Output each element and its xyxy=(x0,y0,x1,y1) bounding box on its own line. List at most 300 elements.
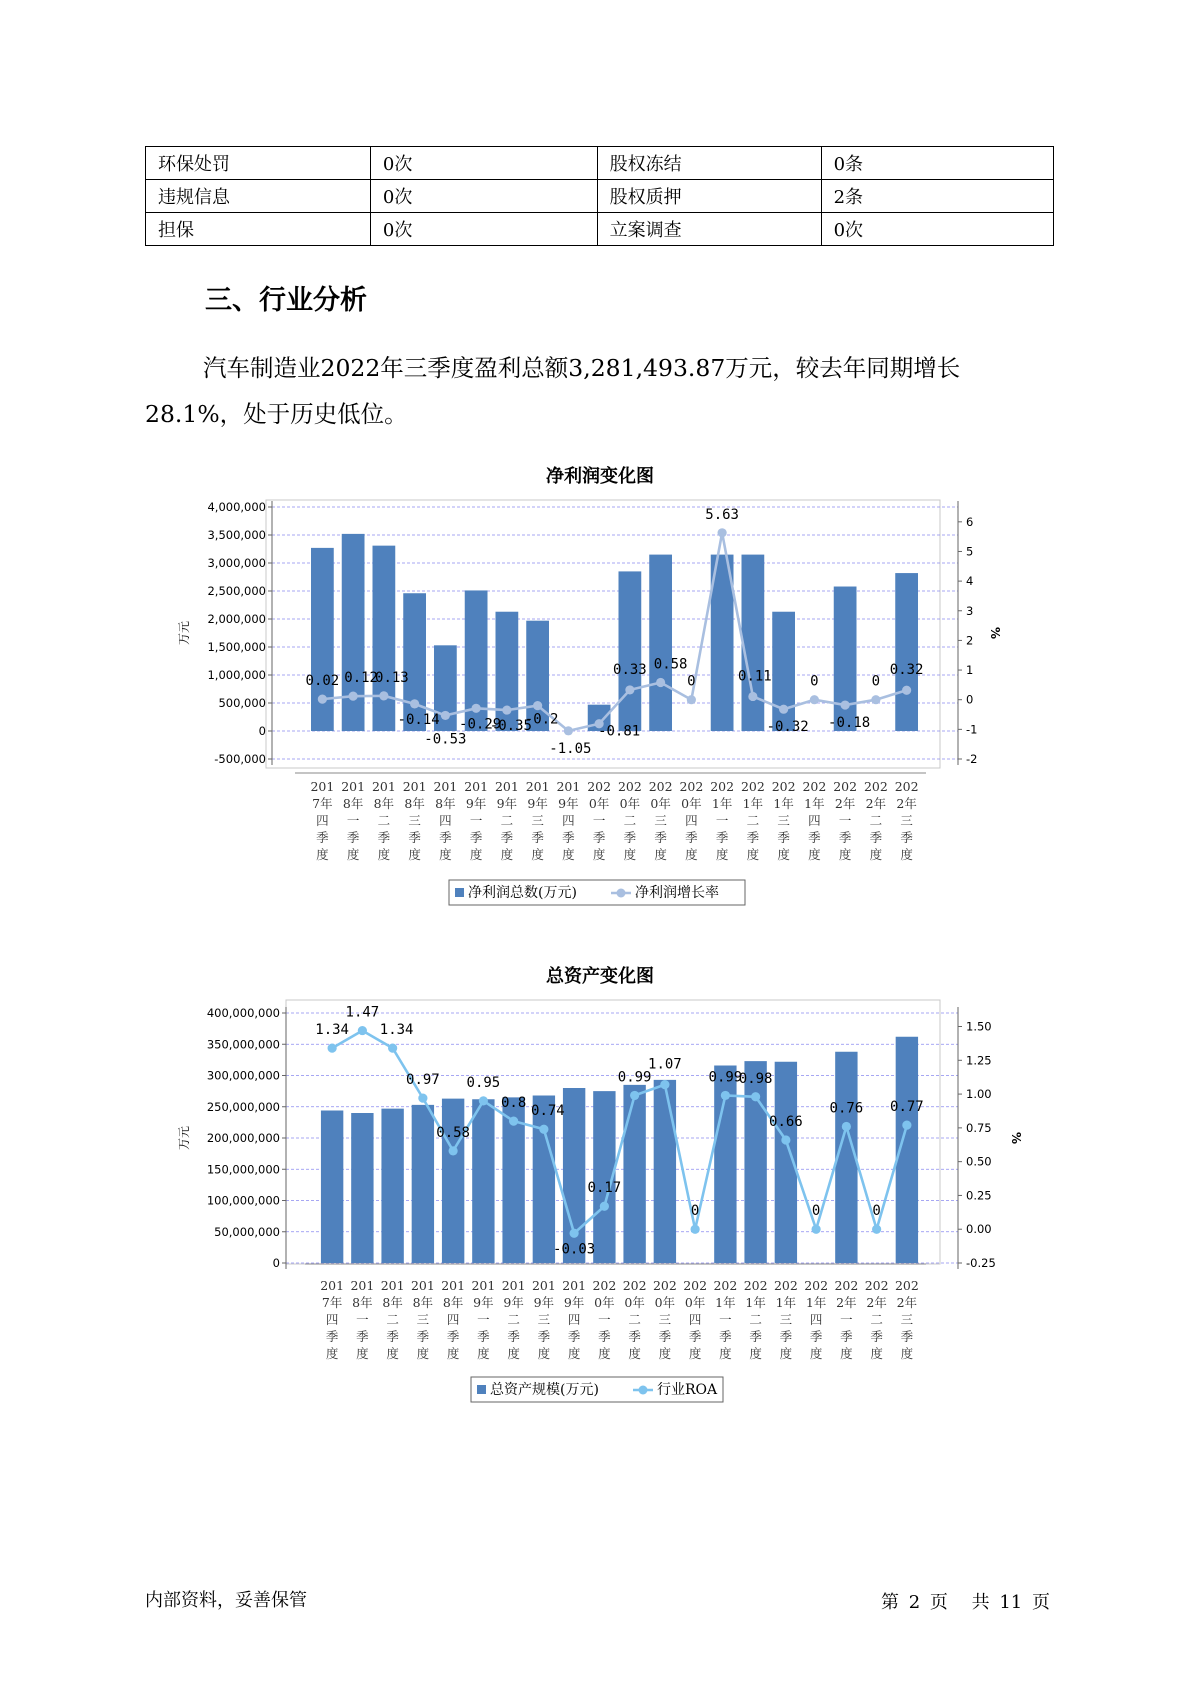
category-label: 季 xyxy=(562,830,575,845)
category-label: 度 xyxy=(623,847,637,862)
legend-line-marker xyxy=(639,1386,648,1395)
left-tick-label: 3,000,000 xyxy=(207,556,266,570)
category-label: 0年 xyxy=(681,796,702,811)
left-tick-label: 50,000,000 xyxy=(214,1224,280,1239)
category-label: 9年 xyxy=(473,1295,494,1310)
category-label: 季 xyxy=(900,830,913,845)
category-label: 202 xyxy=(834,1278,859,1293)
data-label: 0.58 xyxy=(653,656,688,673)
category-label: 201 xyxy=(380,1278,405,1293)
category-label: 201 xyxy=(310,779,335,794)
category-label: 201 xyxy=(556,779,581,794)
line-point xyxy=(871,695,880,704)
category-label: 季 xyxy=(749,1329,762,1344)
category-label: 0年 xyxy=(594,1295,615,1310)
bar xyxy=(442,1099,464,1263)
category-label: 度 xyxy=(500,847,514,862)
category-label: 三 xyxy=(416,1312,430,1327)
category-label: 202 xyxy=(773,1278,798,1293)
legend-line-label: 行业ROA xyxy=(657,1382,718,1398)
category-label: 季 xyxy=(567,1329,581,1344)
category-label: 度 xyxy=(779,1346,793,1361)
category-label: 四 xyxy=(688,1312,702,1327)
line-point xyxy=(509,1117,518,1126)
line-point xyxy=(570,1229,579,1238)
category-label: 度 xyxy=(749,1346,762,1361)
category-label: 季 xyxy=(719,1329,732,1344)
data-label: 0 xyxy=(871,673,881,690)
category-label: 二 xyxy=(507,1312,520,1327)
data-label: 0.58 xyxy=(436,1124,470,1141)
category-label: 季 xyxy=(416,1329,430,1344)
category-label: 0年 xyxy=(650,796,671,811)
category-label: 度 xyxy=(746,847,760,862)
category-label: 度 xyxy=(628,1346,641,1361)
category-label: 201 xyxy=(562,1278,587,1293)
category-label: 8年 xyxy=(382,1295,403,1310)
category-label: 季 xyxy=(469,830,483,845)
category-label: 1年 xyxy=(742,796,764,811)
category-label: 度 xyxy=(809,1346,823,1361)
table-value-cell: 0条 xyxy=(821,147,1053,180)
category-label: 9年 xyxy=(503,1295,524,1310)
category-label: 季 xyxy=(900,1329,914,1344)
right-tick-label: 1 xyxy=(966,663,974,678)
bar xyxy=(623,1085,645,1263)
total-assets-chart xyxy=(0,990,1191,1430)
category-label: 三 xyxy=(900,813,913,828)
bar xyxy=(403,593,426,731)
category-label: 一 xyxy=(477,1312,490,1327)
category-label: 季 xyxy=(809,1329,823,1344)
category-label: 度 xyxy=(537,1346,551,1361)
right-axis-title: % xyxy=(1009,1131,1023,1145)
category-label: 2年 xyxy=(836,1295,857,1310)
category-label: 202 xyxy=(802,779,827,794)
category-label: 四 xyxy=(325,1312,339,1327)
data-label: -0.53 xyxy=(424,731,467,748)
category-label: 0年 xyxy=(619,796,641,811)
category-label: 季 xyxy=(531,830,544,845)
line-point xyxy=(781,1135,790,1144)
right-tick-label: 2 xyxy=(966,633,974,648)
line-point xyxy=(812,1225,821,1234)
category-label: 四 xyxy=(562,813,575,828)
category-label: 季 xyxy=(840,1329,853,1344)
category-label: 201 xyxy=(494,779,519,794)
data-label: 0 xyxy=(811,1203,821,1220)
page-prefix: 第 xyxy=(880,1592,899,1613)
bar xyxy=(342,534,365,731)
bar xyxy=(649,555,672,731)
bar xyxy=(895,573,918,731)
category-label: 二 xyxy=(749,1312,762,1327)
category-label: 201 xyxy=(371,779,396,794)
category-label: 季 xyxy=(439,830,452,845)
category-label: 季 xyxy=(808,830,821,845)
line-point xyxy=(902,686,911,695)
left-tick-label: 400,000,000 xyxy=(206,1006,280,1020)
category-label: 8年 xyxy=(342,796,364,811)
category-label: 季 xyxy=(446,1329,460,1344)
category-label: 二 xyxy=(869,813,883,828)
category-label: 9年 xyxy=(527,796,548,811)
data-label: 5.63 xyxy=(705,506,739,523)
category-label: 三 xyxy=(537,1312,551,1327)
category-label: 季 xyxy=(500,830,514,845)
left-tick-label: -500,000 xyxy=(214,752,266,766)
category-label: 度 xyxy=(469,847,483,862)
category-label: 202 xyxy=(622,1278,647,1293)
left-tick-label: 200,000,000 xyxy=(206,1131,280,1145)
category-label: 202 xyxy=(652,1278,677,1293)
category-label: 季 xyxy=(507,1329,520,1344)
data-label: 0.12 xyxy=(344,670,378,687)
line-point xyxy=(479,1096,488,1105)
category-label: 三 xyxy=(408,813,421,828)
bar xyxy=(472,1099,494,1263)
category-label: 季 xyxy=(386,1329,399,1344)
right-tick-label: 4 xyxy=(966,574,974,589)
line-point xyxy=(842,1122,851,1131)
category-label: 2年 xyxy=(865,796,887,811)
category-label: 9年 xyxy=(496,796,518,811)
category-label: 度 xyxy=(654,847,667,862)
category-label: 度 xyxy=(316,847,329,862)
category-label: 三 xyxy=(531,813,544,828)
line-point xyxy=(872,1225,881,1234)
category-label: 度 xyxy=(688,1346,702,1361)
net-profit-chart xyxy=(0,490,1191,930)
category-label: 度 xyxy=(658,1346,672,1361)
data-label: -0.29 xyxy=(459,716,502,733)
category-label: 季 xyxy=(623,830,637,845)
category-label: 202 xyxy=(740,779,765,794)
legend-line-marker xyxy=(617,889,626,898)
section-heading: 三、行业分析 xyxy=(205,285,367,316)
line-point xyxy=(656,678,665,687)
chart1-title: 净利润变化图 xyxy=(546,466,654,487)
category-label: 二 xyxy=(746,813,760,828)
right-tick-label: -2 xyxy=(966,752,978,766)
line-point xyxy=(751,1092,760,1101)
category-label: 三 xyxy=(779,1312,793,1327)
category-label: 0年 xyxy=(684,1295,706,1310)
category-label: 度 xyxy=(507,1346,520,1361)
line-point xyxy=(660,1080,669,1089)
category-label: 2年 xyxy=(896,796,917,811)
category-label: 季 xyxy=(715,830,729,845)
bar xyxy=(654,1080,676,1263)
category-label: 202 xyxy=(804,1278,829,1293)
left-tick-label: 500,000 xyxy=(218,696,266,710)
right-tick-label: 1.00 xyxy=(966,1087,992,1102)
data-label: 1.07 xyxy=(648,1056,682,1073)
line-point xyxy=(721,1091,730,1100)
category-label: 度 xyxy=(685,847,698,862)
category-label: 1年 xyxy=(745,1295,766,1310)
category-label: 9年 xyxy=(563,1295,585,1310)
category-label: 季 xyxy=(777,830,790,845)
category-label: 季 xyxy=(316,830,329,845)
category-label: 一 xyxy=(598,1312,611,1327)
table-label-cell: 股权质押 xyxy=(597,180,821,213)
line-point xyxy=(328,1044,337,1053)
category-label: 季 xyxy=(477,1329,490,1344)
right-tick-label: 0.00 xyxy=(966,1222,992,1237)
right-tick-label: -1 xyxy=(966,722,978,737)
category-label: 度 xyxy=(408,847,421,862)
category-label: 1年 xyxy=(775,1295,797,1310)
right-tick-label: 0.75 xyxy=(966,1120,992,1135)
category-label: 8年 xyxy=(435,796,456,811)
category-label: 度 xyxy=(840,1346,853,1361)
footer-confidential: 内部资料，妥善保管 xyxy=(145,1590,307,1611)
category-label: 三 xyxy=(900,1312,914,1327)
category-label: 一 xyxy=(838,813,852,828)
line-point xyxy=(358,1026,367,1035)
table-label-cell: 担保 xyxy=(146,213,371,246)
category-label: 202 xyxy=(587,779,612,794)
bar xyxy=(372,546,395,731)
category-label: 四 xyxy=(808,813,821,828)
category-label: 度 xyxy=(715,847,729,862)
category-label: 季 xyxy=(838,830,852,845)
left-tick-label: 3,500,000 xyxy=(207,528,266,542)
category-label: 季 xyxy=(869,830,883,845)
bar xyxy=(533,1096,555,1264)
category-label: 度 xyxy=(900,1346,914,1361)
line-point xyxy=(600,1202,609,1211)
line-point xyxy=(564,726,573,735)
table-value-cell: 0次 xyxy=(370,180,597,213)
line-point xyxy=(379,691,388,700)
legend-bar-label: 净利润总数(万元) xyxy=(468,885,577,901)
category-label: 季 xyxy=(870,1329,883,1344)
category-label: 度 xyxy=(377,847,391,862)
legend-line-label: 净利润增长率 xyxy=(635,885,719,901)
line-point xyxy=(810,695,819,704)
category-label: 季 xyxy=(688,1329,702,1344)
bar xyxy=(618,571,641,731)
category-label: 202 xyxy=(683,1278,708,1293)
category-label: 度 xyxy=(562,847,575,862)
category-label: 二 xyxy=(500,813,514,828)
category-label: 8年 xyxy=(373,796,395,811)
line-point xyxy=(539,1125,548,1134)
category-label: 202 xyxy=(743,1278,768,1293)
category-label: 度 xyxy=(325,1346,339,1361)
category-label: 度 xyxy=(592,847,606,862)
line-point xyxy=(449,1146,458,1155)
category-label: 7年 xyxy=(312,796,333,811)
data-label: 1.34 xyxy=(379,1022,414,1039)
category-label: 202 xyxy=(617,779,642,794)
category-label: 度 xyxy=(870,1346,883,1361)
category-label: 四 xyxy=(439,813,452,828)
left-tick-label: 2,000,000 xyxy=(207,612,266,626)
right-tick-label: 5 xyxy=(966,544,974,559)
category-label: 202 xyxy=(592,1278,617,1293)
data-label: 0 xyxy=(687,673,696,690)
category-label: 季 xyxy=(658,1329,672,1344)
line-point xyxy=(472,704,481,713)
page-num: 2 xyxy=(908,1592,921,1613)
right-tick-label: 0 xyxy=(966,692,974,707)
category-label: 四 xyxy=(446,1312,460,1327)
category-label: 四 xyxy=(316,813,329,828)
data-label: 0.74 xyxy=(531,1103,565,1120)
bar xyxy=(412,1105,434,1263)
category-label: 201 xyxy=(501,1278,526,1293)
category-label: 201 xyxy=(471,1278,496,1293)
data-label: 0 xyxy=(810,673,819,690)
data-label: -0.03 xyxy=(553,1241,596,1258)
category-label: 8年 xyxy=(442,1295,464,1310)
left-tick-label: 4,000,000 xyxy=(207,500,266,514)
data-label: 0.66 xyxy=(769,1114,803,1131)
left-tick-label: 350,000,000 xyxy=(206,1037,280,1052)
data-label: 0 xyxy=(690,1203,700,1220)
left-tick-label: 100,000,000 xyxy=(206,1193,280,1208)
line-point xyxy=(533,701,542,710)
right-tick-label: 1.50 xyxy=(966,1019,992,1034)
category-label: 一 xyxy=(592,813,606,828)
left-tick-label: 1,000,000 xyxy=(207,668,266,682)
category-label: 1年 xyxy=(715,1295,736,1310)
category-label: 度 xyxy=(346,847,360,862)
legend-bar-swatch xyxy=(455,888,464,897)
category-label: 一 xyxy=(356,1312,369,1327)
data-label: 0.98 xyxy=(738,1070,773,1087)
line-point xyxy=(718,528,727,537)
category-label: 度 xyxy=(777,847,790,862)
left-tick-label: 1,500,000 xyxy=(207,640,266,654)
category-label: 度 xyxy=(719,1346,732,1361)
bar xyxy=(741,555,764,731)
table-value-cell: 2条 xyxy=(821,180,1053,213)
category-label: 202 xyxy=(894,779,919,794)
category-label: 度 xyxy=(900,847,913,862)
category-label: 二 xyxy=(377,813,391,828)
line-point xyxy=(841,700,850,709)
line-point xyxy=(630,1091,639,1100)
category-label: 季 xyxy=(779,1329,793,1344)
line-point xyxy=(410,699,419,708)
data-label: 0.99 xyxy=(708,1069,743,1086)
category-label: 202 xyxy=(863,779,888,794)
category-label: 一 xyxy=(719,1312,732,1327)
line-point xyxy=(388,1044,397,1053)
category-label: 0年 xyxy=(654,1295,676,1310)
category-label: 季 xyxy=(408,830,421,845)
legend-bar-swatch xyxy=(477,1385,486,1394)
category-label: 季 xyxy=(654,830,667,845)
left-tick-label: 2,500,000 xyxy=(207,584,266,598)
line-point xyxy=(349,692,358,701)
category-label: 季 xyxy=(746,830,760,845)
category-label: 202 xyxy=(648,779,673,794)
category-label: 一 xyxy=(840,1312,853,1327)
data-label: 0.97 xyxy=(406,1072,440,1089)
data-label: -1.05 xyxy=(549,740,592,757)
category-label: 201 xyxy=(531,1278,556,1293)
category-label: 一 xyxy=(346,813,360,828)
category-label: 202 xyxy=(771,779,796,794)
data-label: 1.47 xyxy=(345,1004,380,1021)
category-label: 1年 xyxy=(773,796,794,811)
category-label: 季 xyxy=(377,830,391,845)
category-label: 三 xyxy=(654,813,667,828)
category-label: 度 xyxy=(386,1346,399,1361)
section-paragraph: 汽车制造业2022年三季度盈利总额3,281,493.87万元，较去年同期增长28.1%，处于历史低位。 xyxy=(145,354,961,428)
line-point xyxy=(691,1225,700,1234)
table-value-cell: 0次 xyxy=(821,213,1053,246)
right-tick-label: -0.25 xyxy=(966,1256,996,1270)
category-label: 201 xyxy=(350,1278,375,1293)
category-label: 201 xyxy=(320,1278,345,1293)
data-label: 0.17 xyxy=(587,1180,622,1197)
category-label: 201 xyxy=(402,779,427,794)
data-label: -0.81 xyxy=(598,723,641,740)
line-point xyxy=(318,695,327,704)
data-label: -0.18 xyxy=(828,715,871,732)
data-label: 0.11 xyxy=(738,668,772,685)
table-label-cell: 违规信息 xyxy=(146,180,371,213)
category-label: 9年 xyxy=(465,796,487,811)
data-label: -0.2 xyxy=(524,711,559,728)
category-label: 度 xyxy=(416,1346,430,1361)
category-label: 度 xyxy=(439,847,452,862)
category-label: 三 xyxy=(777,813,790,828)
right-tick-label: 3 xyxy=(966,603,974,618)
data-label: 0.77 xyxy=(890,1099,924,1116)
category-label: 季 xyxy=(346,830,360,845)
bar xyxy=(381,1109,403,1263)
category-label: 度 xyxy=(808,847,821,862)
category-label: 季 xyxy=(325,1329,339,1344)
category-label: 201 xyxy=(525,779,550,794)
category-label: 季 xyxy=(356,1329,369,1344)
left-tick-label: 250,000,000 xyxy=(206,1099,280,1114)
right-axis-title: % xyxy=(988,626,1002,640)
data-label: 0.76 xyxy=(829,1100,864,1117)
category-label: 度 xyxy=(598,1346,611,1361)
category-label: 202 xyxy=(710,779,735,794)
data-label: -0.32 xyxy=(766,719,809,736)
line-point xyxy=(502,705,511,714)
table-label-cell: 立案调查 xyxy=(597,213,821,246)
right-tick-label: 6 xyxy=(966,514,974,529)
category-label: 季 xyxy=(685,830,698,845)
line-point xyxy=(625,685,634,694)
category-label: 季 xyxy=(537,1329,551,1344)
company-risk-table xyxy=(145,146,1054,246)
line-point xyxy=(748,692,757,701)
category-label: 季 xyxy=(598,1329,611,1344)
left-tick-label: 300,000,000 xyxy=(206,1068,280,1083)
right-tick-label: 0.25 xyxy=(966,1188,992,1203)
category-label: 202 xyxy=(894,1278,919,1293)
category-label: 度 xyxy=(356,1346,369,1361)
left-tick-label: 150,000,000 xyxy=(206,1162,280,1177)
table-row xyxy=(146,147,1054,180)
category-label: 度 xyxy=(838,847,852,862)
category-label: 二 xyxy=(623,813,637,828)
category-label: 三 xyxy=(658,1312,672,1327)
category-label: 一 xyxy=(469,813,483,828)
category-label: 0年 xyxy=(624,1295,645,1310)
